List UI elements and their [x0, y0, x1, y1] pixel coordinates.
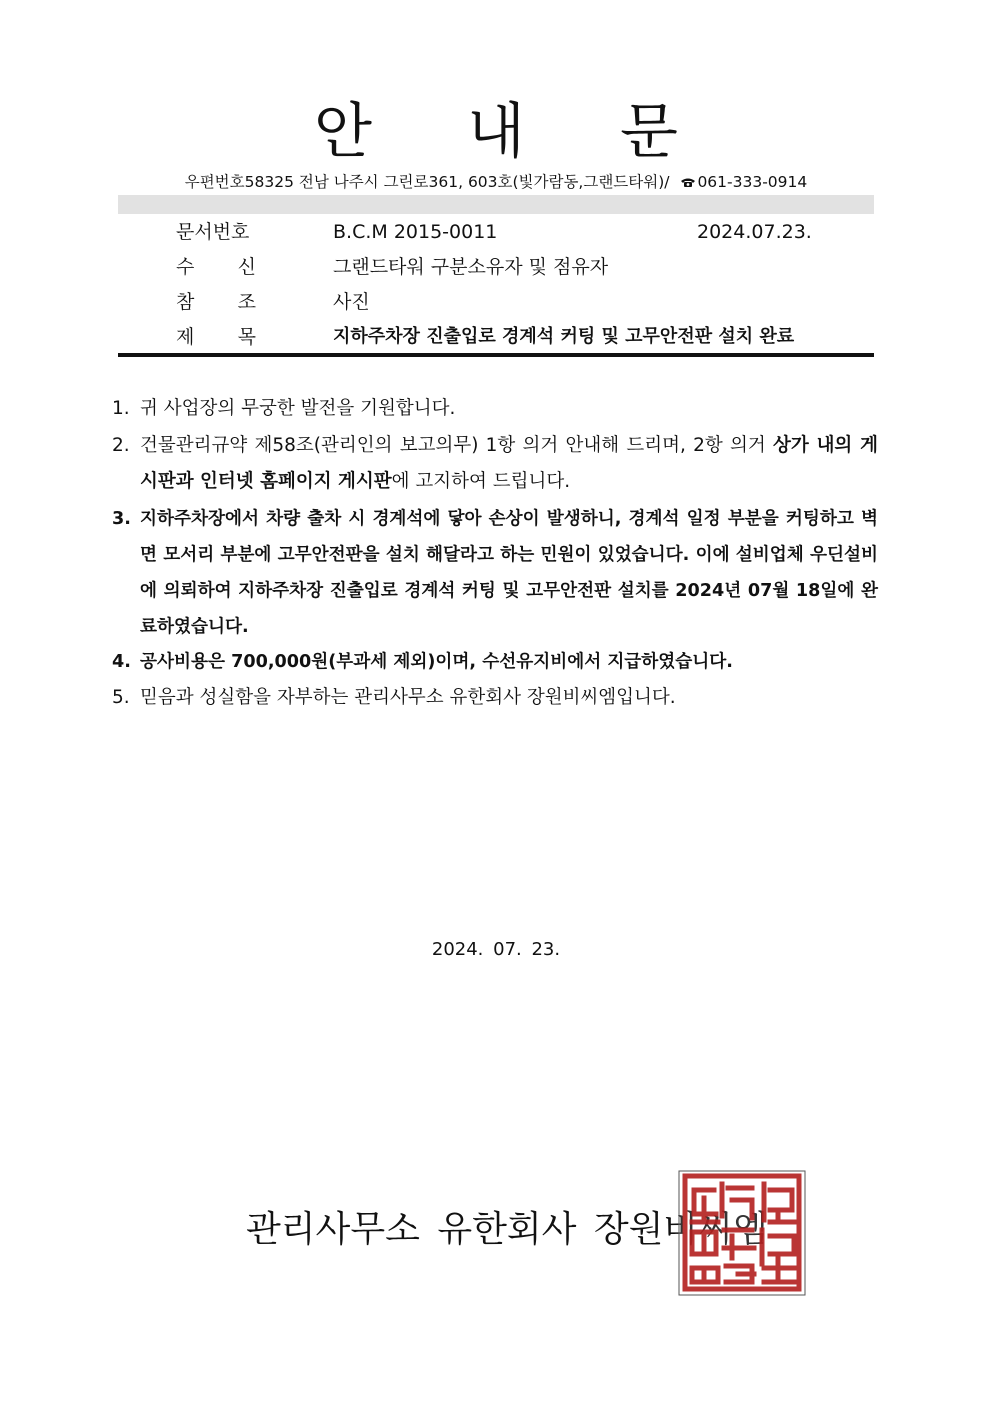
reference-value: 사진 [333, 291, 370, 313]
list-item [112, 428, 878, 500]
item-text-emphasis: 상가 내의 게시판과 인터넷 홈페이지 게시판 [140, 435, 878, 492]
item-number: 3. [112, 509, 131, 529]
item-number: 4. [112, 652, 131, 672]
footer-date: 2024. 07. 23. [431, 939, 561, 960]
document-title: 안 내 문 [313, 97, 717, 167]
phone-text: 061-333-0914 [697, 173, 808, 191]
list-item [112, 501, 878, 645]
list-item [112, 680, 878, 716]
doc-number-label: 문서번호 [176, 221, 250, 243]
recipient-label: 수 신 [176, 256, 256, 278]
item-number: 2. [112, 435, 130, 456]
header-gray-bar [118, 195, 874, 214]
list-item [112, 644, 878, 680]
item-number: 1. [112, 398, 130, 419]
address-text: 우편번호58325 전남 나주시 그린로361, 603호(빛가람동,그랜드타워)/ [184, 173, 670, 191]
address-line [0, 172, 992, 192]
item-text-part: 에 고지하여 드립니다. [391, 471, 571, 492]
doc-date: 2024.07.23. [697, 221, 812, 243]
doc-number-value: B.C.M 2015-0011 [333, 221, 498, 243]
item-text [140, 428, 878, 500]
header-divider [118, 353, 874, 357]
reference-label: 참 조 [176, 291, 256, 313]
item-text: 믿음과 성실함을 자부하는 관리사무소 유한회사 장원비씨엠입니다. [140, 687, 676, 708]
item-text-part: 건물관리규약 제58조(관리인의 보고의무) 1항 의거 안내해 드리며, 2항 의거 [140, 435, 774, 456]
item-text: 귀 사업장의 무궁한 발전을 기원합니다. [140, 398, 456, 419]
telephone-icon [680, 177, 696, 188]
recipient-value: 그랜드타워 구분소유자 및 점유자 [333, 256, 609, 278]
item-number: 5. [112, 687, 130, 708]
item-text: 공사비용은 700,000원(부과세 제외)이며, 수선유지비에서 지급하였습니다. [140, 652, 733, 672]
company-seal-icon [678, 1170, 806, 1296]
phone-number [680, 172, 807, 192]
subject-value: 지하주차장 진출입로 경계석 커팅 및 고무안전판 설치 완료 [333, 326, 795, 347]
signer-name: 관리사무소 유한회사 장원비씨엠 [246, 1209, 768, 1250]
item-text: 지하주차장에서 차량 출차 시 경계석에 닿아 손상이 발생하니, 경계석 일정 부분을 커팅하고 벽면 모서리 부분에 고무안전판을 설치 해달라고 하는 민원이 있었습니다. 이에 설비업체 우딘설비에 의뢰하여 지하주차장 진출입로 경계석 커팅 및 고무안전판 설치를 2024년 07월 18일에 완료하였습니다. [140, 509, 878, 637]
list-item [112, 391, 878, 427]
subject-label: 제 목 [176, 326, 256, 348]
